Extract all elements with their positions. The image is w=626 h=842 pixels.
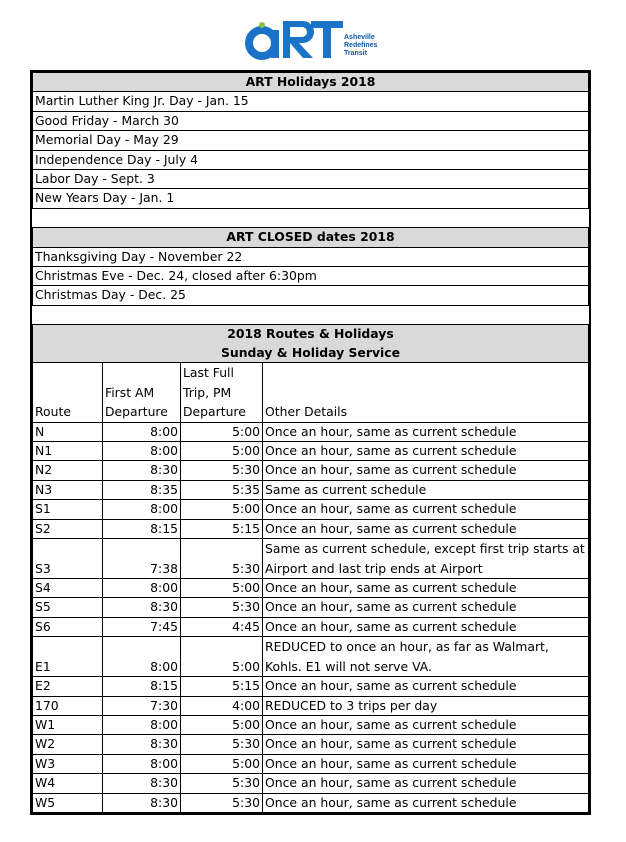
closed-title: ART CLOSED dates 2018 (33, 228, 589, 247)
route-cell: N1 (33, 441, 103, 460)
holiday-item: Good Friday - March 30 (33, 111, 589, 130)
route-row (33, 539, 589, 579)
closed-item: Thanksgiving Day - November 22 (33, 247, 589, 266)
closed-row (33, 286, 589, 305)
details-cell: Once an hour, same as current schedule (263, 793, 589, 812)
first-departure-cell: 8:00 (103, 716, 181, 735)
details-cell: Once an hour, same as current schedule (263, 579, 589, 598)
spacer-cell (33, 208, 589, 227)
holiday-schedule-table (32, 72, 589, 813)
route-row (33, 793, 589, 812)
tagline-line-2: Redefines (344, 42, 378, 49)
first-departure-cell: 7:30 (103, 696, 181, 715)
route-row (33, 519, 589, 538)
details-cell: Same as current schedule, except first trip starts at Airport and last trip ends at Airport (263, 539, 589, 579)
last-departure-cell: 5:30 (181, 774, 263, 793)
holiday-schedule-sheet (30, 70, 591, 815)
route-cell: N2 (33, 461, 103, 480)
holiday-item: Martin Luther King Jr. Day - Jan. 15 (33, 92, 589, 111)
route-cell: S1 (33, 500, 103, 519)
logo-tagline (344, 34, 377, 58)
tagline-line-3: Transit (344, 50, 367, 57)
route-row (33, 422, 589, 441)
first-departure-cell: 7:45 (103, 617, 181, 636)
route-cell: W5 (33, 793, 103, 812)
last-departure-cell: 5:30 (181, 598, 263, 617)
column-header-route: Route (33, 363, 103, 423)
route-cell: S2 (33, 519, 103, 538)
holiday-row (33, 131, 589, 150)
first-departure-cell: 8:00 (103, 754, 181, 773)
spacer-row (33, 208, 589, 227)
routes-header-row (33, 325, 589, 344)
routes-subheader-row (33, 344, 589, 363)
route-row (33, 637, 589, 677)
last-departure-cell: 4:00 (181, 696, 263, 715)
holiday-item: Independence Day - July 4 (33, 150, 589, 169)
column-header-last-pm: Last Full Trip, PM Departure (181, 363, 263, 423)
column-header-first-am: First AM Departure (103, 363, 181, 423)
holiday-item: New Years Day - Jan. 1 (33, 189, 589, 208)
details-cell: Once an hour, same as current schedule (263, 677, 589, 696)
last-departure-cell: 5:00 (181, 422, 263, 441)
route-cell: N (33, 422, 103, 441)
route-row (33, 735, 589, 754)
holidays-title: ART Holidays 2018 (33, 73, 589, 92)
first-departure-cell: 7:38 (103, 539, 181, 579)
route-row (33, 677, 589, 696)
first-departure-cell: 8:35 (103, 480, 181, 499)
route-cell: N3 (33, 480, 103, 499)
holiday-item: Memorial Day - May 29 (33, 131, 589, 150)
details-cell: Same as current schedule (263, 480, 589, 499)
closed-row (33, 267, 589, 286)
route-cell: 170 (33, 696, 103, 715)
details-cell: Once an hour, same as current schedule (263, 461, 589, 480)
column-header-row (33, 363, 589, 423)
closed-item: Christmas Day - Dec. 25 (33, 286, 589, 305)
route-cell: E2 (33, 677, 103, 696)
holiday-row (33, 92, 589, 111)
route-cell: S4 (33, 579, 103, 598)
route-row (33, 774, 589, 793)
last-departure-cell: 5:00 (181, 637, 263, 677)
first-departure-cell: 8:15 (103, 519, 181, 538)
route-cell: E1 (33, 637, 103, 677)
first-departure-cell: 8:30 (103, 793, 181, 812)
closed-header-row (33, 228, 589, 247)
last-departure-cell: 5:00 (181, 500, 263, 519)
details-cell: Once an hour, same as current schedule (263, 441, 589, 460)
last-departure-cell: 5:30 (181, 461, 263, 480)
details-cell: Once an hour, same as current schedule (263, 754, 589, 773)
column-header-details: Other Details (263, 363, 589, 423)
spacer-row (33, 305, 589, 324)
first-departure-cell: 8:15 (103, 677, 181, 696)
art-logo-mark (245, 15, 345, 63)
route-row (33, 716, 589, 735)
first-departure-cell: 8:00 (103, 422, 181, 441)
details-cell: Once an hour, same as current schedule (263, 735, 589, 754)
last-departure-cell: 5:30 (181, 793, 263, 812)
details-cell: Once an hour, same as current schedule (263, 716, 589, 735)
route-row (33, 500, 589, 519)
details-cell: REDUCED to 3 trips per day (263, 696, 589, 715)
spacer-cell (33, 305, 589, 324)
first-departure-cell: 8:30 (103, 598, 181, 617)
route-cell: S6 (33, 617, 103, 636)
route-cell: S5 (33, 598, 103, 617)
last-departure-cell: 5:15 (181, 519, 263, 538)
route-cell: S3 (33, 539, 103, 579)
route-row (33, 696, 589, 715)
holiday-row (33, 111, 589, 130)
routes-title: 2018 Routes & Holidays (33, 325, 589, 344)
details-cell: Once an hour, same as current schedule (263, 500, 589, 519)
holiday-row (33, 150, 589, 169)
last-departure-cell: 5:15 (181, 677, 263, 696)
first-departure-cell: 8:00 (103, 579, 181, 598)
closed-row (33, 247, 589, 266)
route-row (33, 579, 589, 598)
first-departure-cell: 8:00 (103, 500, 181, 519)
first-departure-cell: 8:30 (103, 461, 181, 480)
tagline-line-1: Asheville (344, 34, 375, 41)
details-cell: REDUCED to once an hour, as far as Walmart, Kohls. E1 will not serve VA. (263, 637, 589, 677)
details-cell: Once an hour, same as current schedule (263, 617, 589, 636)
holidays-header-row (33, 73, 589, 92)
last-departure-cell: 5:30 (181, 735, 263, 754)
last-departure-cell: 5:30 (181, 539, 263, 579)
last-departure-cell: 5:00 (181, 716, 263, 735)
route-row (33, 480, 589, 499)
first-departure-cell: 8:00 (103, 441, 181, 460)
route-row (33, 461, 589, 480)
last-departure-cell: 4:45 (181, 617, 263, 636)
route-cell: W1 (33, 716, 103, 735)
route-cell: W3 (33, 754, 103, 773)
details-cell: Once an hour, same as current schedule (263, 519, 589, 538)
last-departure-cell: 5:00 (181, 579, 263, 598)
route-row (33, 617, 589, 636)
closed-item: Christmas Eve - Dec. 24, closed after 6:30pm (33, 267, 589, 286)
details-cell: Once an hour, same as current schedule (263, 774, 589, 793)
route-row (33, 754, 589, 773)
holiday-item: Labor Day - Sept. 3 (33, 170, 589, 189)
route-cell: W4 (33, 774, 103, 793)
first-departure-cell: 8:00 (103, 637, 181, 677)
route-cell: W2 (33, 735, 103, 754)
art-logo (245, 15, 395, 63)
details-cell: Once an hour, same as current schedule (263, 598, 589, 617)
holiday-row (33, 170, 589, 189)
route-row (33, 598, 589, 617)
routes-subtitle: Sunday & Holiday Service (33, 344, 589, 363)
last-departure-cell: 5:00 (181, 441, 263, 460)
last-departure-cell: 5:00 (181, 754, 263, 773)
holiday-row (33, 189, 589, 208)
route-row (33, 441, 589, 460)
first-departure-cell: 8:30 (103, 735, 181, 754)
first-departure-cell: 8:30 (103, 774, 181, 793)
details-cell: Once an hour, same as current schedule (263, 422, 589, 441)
last-departure-cell: 5:35 (181, 480, 263, 499)
